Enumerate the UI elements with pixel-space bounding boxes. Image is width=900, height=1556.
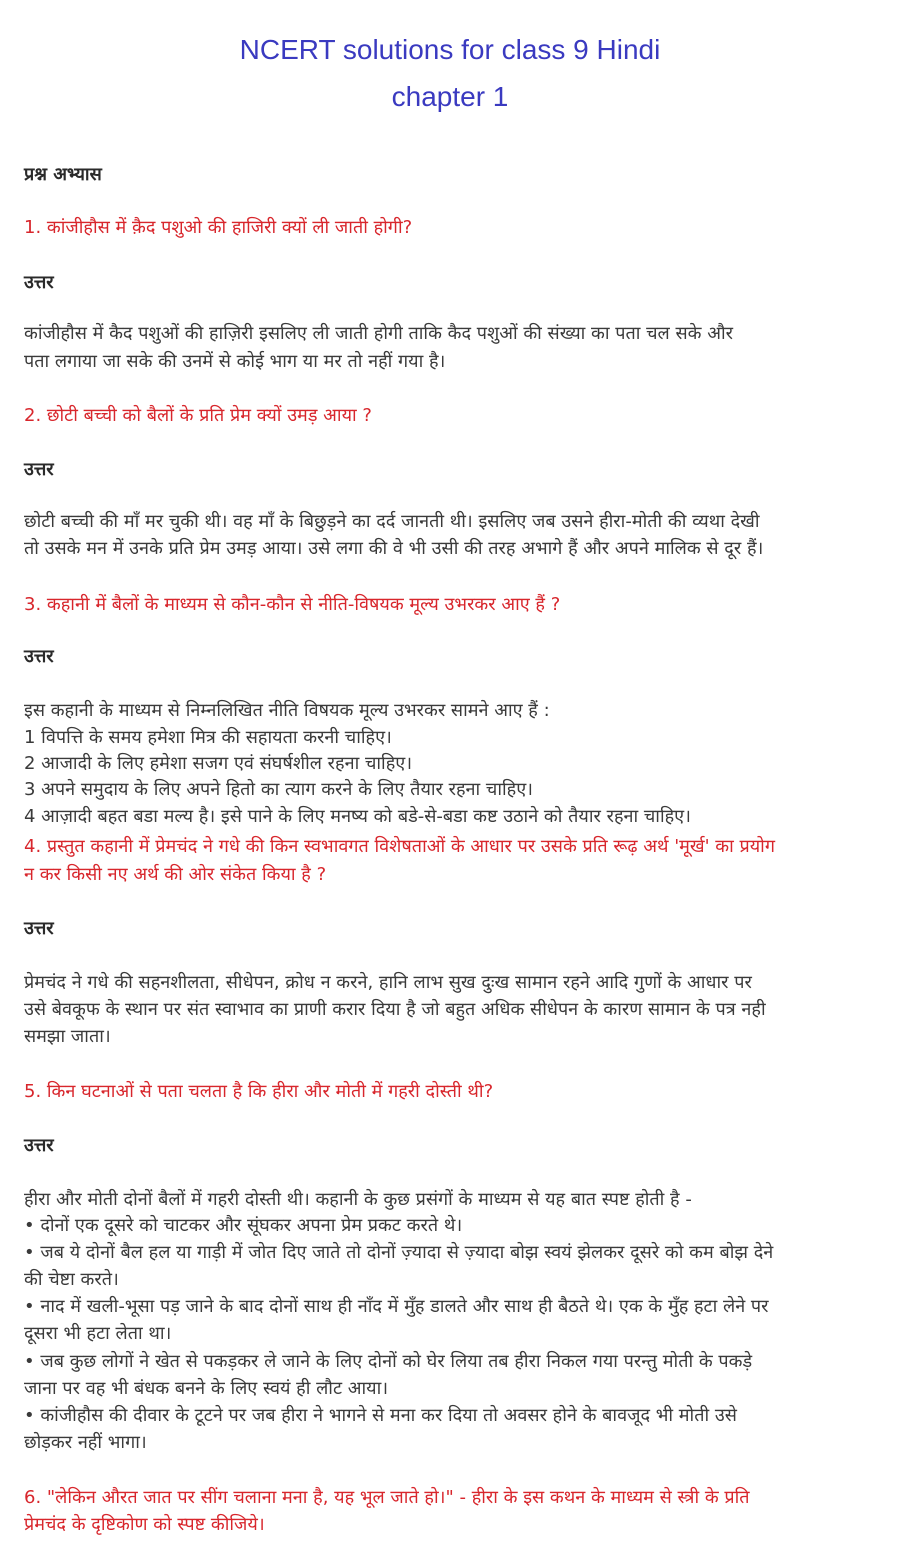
answer-3-line: इस कहानी के माध्यम से निम्नलिखित नीति विषयक मूल्य उभरकर सामने आए हैं : [24,700,550,721]
section-heading: प्रश्न अभ्यास [24,164,102,185]
question-4: न कर किसी नए अर्थ की ओर संकेत किया है ? [24,864,327,885]
answer-3-line: 1 विपत्ति के समय हमेशा मित्र की सहायता करनी चाहिए। [24,727,392,748]
question-5: 5. किन घटनाओं से पता चलता है कि हीरा और मोती में गहरी दोस्ती थी? [24,1081,494,1102]
answer-label: उत्तर [24,272,54,293]
answer-label: उत्तर [24,918,54,939]
answer-4-line: समझा जाता। [24,1026,111,1047]
question-6: प्रेमचंद के दृष्टिकोण को स्पष्ट कीजिये। [24,1514,265,1535]
question-1: 1. कांजीहौस में क़ैद पशुओ की हाजिरी क्यों ली जाती होगी? [24,217,413,238]
answer-1-line: कांजीहौस में कैद पशुओं की हाज़िरी इसलिए ली जाती होगी ताकि कैद पशुओं की संख्या का पता चल सके और [24,323,733,344]
answer-label: उत्तर [24,459,54,480]
question-2: 2. छोटी बच्ची को बैलों के प्रति प्रेम क्यों उमड़ आया ? [24,405,372,426]
answer-5-line: हीरा और मोती दोनों बैलों में गहरी दोस्ती थी। कहानी के कुछ प्रसंगों के माध्यम से यह बात स्पष्ट होती है - [24,1189,692,1210]
answer-5-line: दूसरा भी हटा लेता था। [24,1323,172,1344]
page-title-line2: chapter 1 [391,81,509,112]
question-4: 4. प्रस्तुत कहानी में प्रेमचंद ने गधे की किन स्वभावगत विशेषताओं के आधार पर उसके प्रति रूढ़ अर्थ 'मूर्ख' का प्रयोग [24,836,775,857]
answer-5-line: • जब ये दोनों बैल हल या गाड़ी में जोत दिए जाते तो दोनों ज़्यादा से ज़्यादा बोझ स्वयं झेलकर दूसरे को कम बोझ देने [24,1242,774,1263]
answer-label: उत्तर [24,646,54,667]
page-title-line1: NCERT solutions for class 9 Hindi [239,34,661,65]
answer-5-line: जाना पर वह भी बंधक बनने के लिए स्वयं ही लौट आया। [24,1378,389,1399]
question-3: 3. कहानी में बैलों के माध्यम से कौन-कौन से नीति-विषयक मूल्य उभरकर आए हैं ? [24,594,561,615]
answer-label: उत्तर [24,1135,54,1156]
answer-3-line: 2 आजादी के लिए हमेशा सजग एवं संघर्षशील रहना चाहिए। [24,753,413,774]
answer-5-line: • जब कुछ लोगों ने खेत से पकड़कर ले जाने के लिए दोनों को घेर लिया तब हीरा निकल गया परन्तु मोती के पकड़े [24,1351,753,1372]
answer-2-line: तो उसके मन में उनके प्रति प्रेम उमड़ आया। उसे लगा की वे भी उसी की तरह अभागे हैं और अपने मालिक से दूर हैं। [24,538,764,559]
answer-5-line: • नाद में खली-भूसा पड़ जाने के बाद दोनों साथ ही नाँद में मुँह डालते और साथ ही बैठते थे। एक के मुँह हटा लेने पर [24,1296,769,1317]
answer-1-line: पता लगाया जा सके की उनमें से कोई भाग या मर तो नहीं गया है। [24,351,446,372]
answer-5-line: • कांजीहौस की दीवार के टूटने पर जब हीरा ने भागने से मना कर दिया तो अवसर होने के बावजूद भी मोती उसे [24,1405,737,1426]
answer-5-line: • दोनों एक दूसरे को चाटकर और सूंघकर अपना प्रेम प्रकट करते थे। [24,1215,463,1236]
answer-4-line: उसे बेवकूफ के स्थान पर संत स्वाभाव का प्राणी करार दिया है जो बहुत अधिक सीधेपन के कारण सामान के पत्र नही [24,999,766,1020]
answer-3-line: 4 आज़ादी बहत बडा मल्य है। इसे पाने के लिए मनष्य को बडे-से-बडा कष्ट उठाने को तैयार रहना चाहिए। [24,806,691,827]
answer-5-line: छोड़कर नहीं भागा। [24,1432,147,1453]
answer-5-line: की चेष्टा करते। [24,1269,119,1290]
answer-3-line: 3 अपने समुदाय के लिए अपने हितो का त्याग करने के लिए तैयार रहना चाहिए। [24,779,534,800]
answer-4-line: प्रेमचंद ने गधे की सहनशीलता, सीधेपन, क्रोध न करने, हानि लाभ सुख दुःख सामान रहने आदि गुणों के आधार पर [24,972,752,993]
question-6: 6. "लेकिन औरत जात पर सींग चलाना मना है, यह भूल जाते हो।" - हीरा के इस कथन के माध्यम से स्त्री के प्रति [24,1487,750,1508]
answer-2-line: छोटी बच्ची की माँ मर चुकी थी। वह माँ के बिछुड़ने का दर्द जानती थी। इसलिए जब उसने हीरा-मोती की व्यथा देखी [24,511,760,532]
